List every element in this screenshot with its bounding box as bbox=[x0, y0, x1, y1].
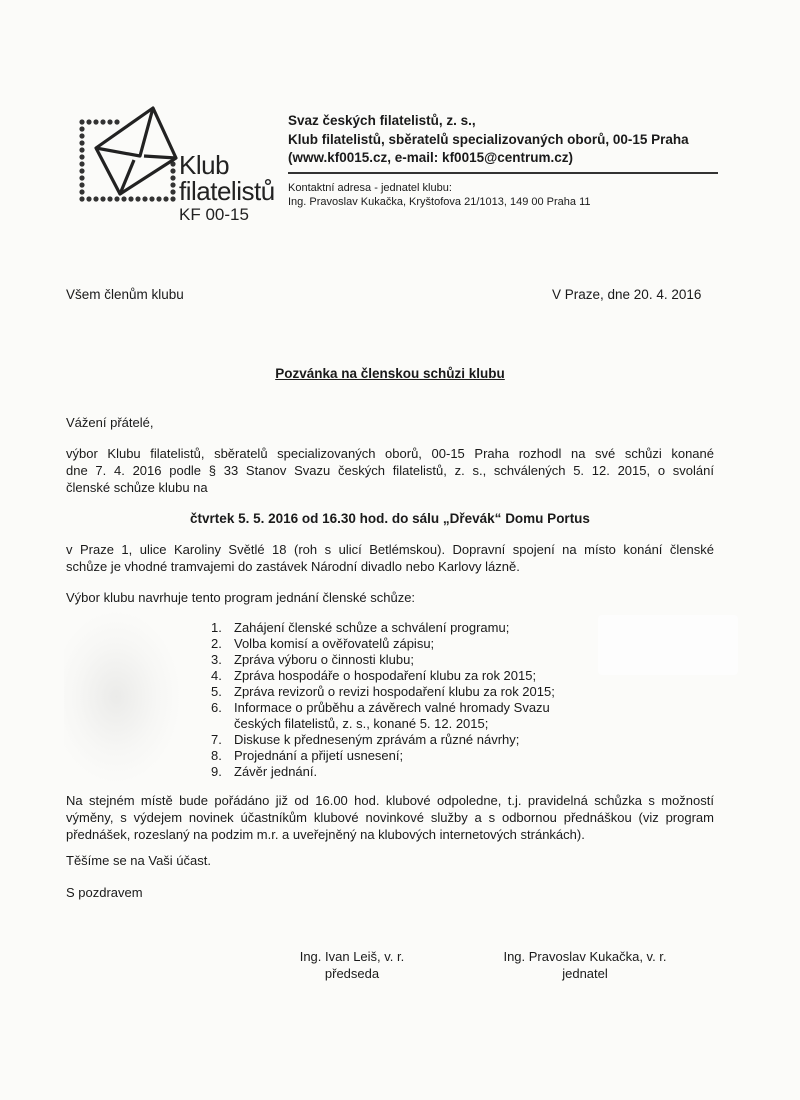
logo-text-filatelistu: filatelistů bbox=[179, 176, 275, 206]
list-item: 2. Volba komisí a ověřovatelů zápisu; bbox=[211, 636, 435, 651]
salutation: S pozdravem bbox=[66, 885, 143, 900]
signature-role: jednatel bbox=[562, 966, 608, 981]
letter-date: V Praze, dne 20. 4. 2016 bbox=[552, 287, 702, 302]
list-item: 5. Zpráva revizorů o revizi hospodaření klubu za rok 2015; bbox=[211, 684, 555, 699]
org-line-1: Svaz českých filatelistů, z. s., bbox=[288, 113, 476, 128]
program-list bbox=[211, 620, 555, 780]
envelope-logo-icon bbox=[78, 106, 178, 206]
list-item: 3. Zpráva výboru o činnosti klubu; bbox=[211, 652, 414, 667]
greeting: Vážení přátelé, bbox=[66, 415, 154, 430]
header-divider bbox=[288, 172, 718, 174]
signature-name: Ing. Pravoslav Kukačka, v. r. bbox=[503, 949, 667, 964]
paragraph-line: v Praze 1, ulice Karoliny Světlé 18 (roh s ulicí Betlémskou). Dopravní spojení na místo konání členské bbox=[66, 542, 714, 557]
contact-line-2: Ing. Pravoslav Kukačka, Kryštofova 21/1013, 149 00 Praha 11 bbox=[288, 196, 591, 208]
letter-title: Pozvánka na členskou schůzi klubu bbox=[275, 366, 505, 381]
signature-role: předseda bbox=[324, 966, 380, 981]
org-header bbox=[288, 112, 689, 168]
paragraph-line: členské schůze klubu na bbox=[66, 479, 208, 495]
contact-line-1: Kontaktní adresa - jednatel klubu: bbox=[288, 182, 452, 194]
paragraph-location bbox=[66, 542, 714, 576]
paragraph-line: výměny, s výdejem novinek účastníkům klubové novinkové služby a s odbornou přednáškou (viz program bbox=[66, 809, 714, 825]
list-item: 8. Projednání a přijetí usnesení; bbox=[211, 748, 404, 763]
meeting-datetime: čtvrtek 5. 5. 2016 od 16.30 hod. do sálu „Dřevák“ Domu Portus bbox=[190, 511, 590, 526]
signature-chairman bbox=[272, 948, 432, 982]
paragraph-line: výbor Klubu filatelistů, sběratelů specializovaných oborů, 00-15 Praha rozhodl na své schůzi konané bbox=[66, 446, 714, 461]
paragraph-line: Na stejném místě bude pořádáno již od 16.00 hod. klubové odpoledne, t.j. pravidelná schůzka s možností bbox=[66, 793, 714, 808]
paragraph-line: přednášek, rozeslaný na podzim m.r. a uveřejněný na klubových internetových stránkách). bbox=[66, 826, 585, 842]
org-line-2: Klub filatelistů, sběratelů specializovaných oborů, 00-15 Praha bbox=[288, 131, 689, 147]
scan-smudge bbox=[64, 612, 180, 782]
scan-blank-patch bbox=[598, 615, 738, 675]
paragraph-line: dne 7. 4. 2016 podle § 33 Stanov Svazu českých filatelistů, z. s., schválených 5. 12. 2015, o svolání bbox=[66, 462, 714, 478]
logo-text-klub: Klub bbox=[179, 150, 230, 180]
club-logo bbox=[78, 106, 278, 236]
logo-text-kf: KF 00-15 bbox=[179, 205, 249, 224]
list-item: 7. Diskuse k předneseným zprávám a různé návrhy; bbox=[211, 732, 520, 747]
closing-line: Těšíme se na Vaši účast. bbox=[66, 853, 211, 868]
org-line-3: (www.kf0015.cz, e-mail: kf0015@centrum.cz) bbox=[288, 150, 574, 165]
paragraph-afternoon bbox=[66, 793, 714, 843]
contact-block bbox=[288, 181, 590, 209]
addressee: Všem členům klubu bbox=[66, 287, 184, 302]
list-item: 6. Informace o průběhu a závěrech valné hromady Svazu českých filatelistů, z. s., konané 5. 12. 2015; bbox=[211, 700, 550, 731]
signature-secretary bbox=[480, 948, 690, 982]
list-item: 1. Zahájení členské schůze a schválení programu; bbox=[211, 620, 510, 635]
list-item: 4. Zpráva hospodáře o hospodaření klubu za rok 2015; bbox=[211, 668, 537, 683]
paragraph-decision bbox=[66, 446, 714, 496]
list-item: 9. Závěr jednání. bbox=[211, 764, 318, 779]
signature-name: Ing. Ivan Leiš, v. r. bbox=[299, 949, 405, 964]
program-intro: Výbor klubu navrhuje tento program jednání členské schůze: bbox=[66, 590, 416, 605]
paragraph-line: schůze je vhodné tramvajemi do zastávek Národní divadlo nebo Karlovy lázně. bbox=[66, 558, 520, 574]
